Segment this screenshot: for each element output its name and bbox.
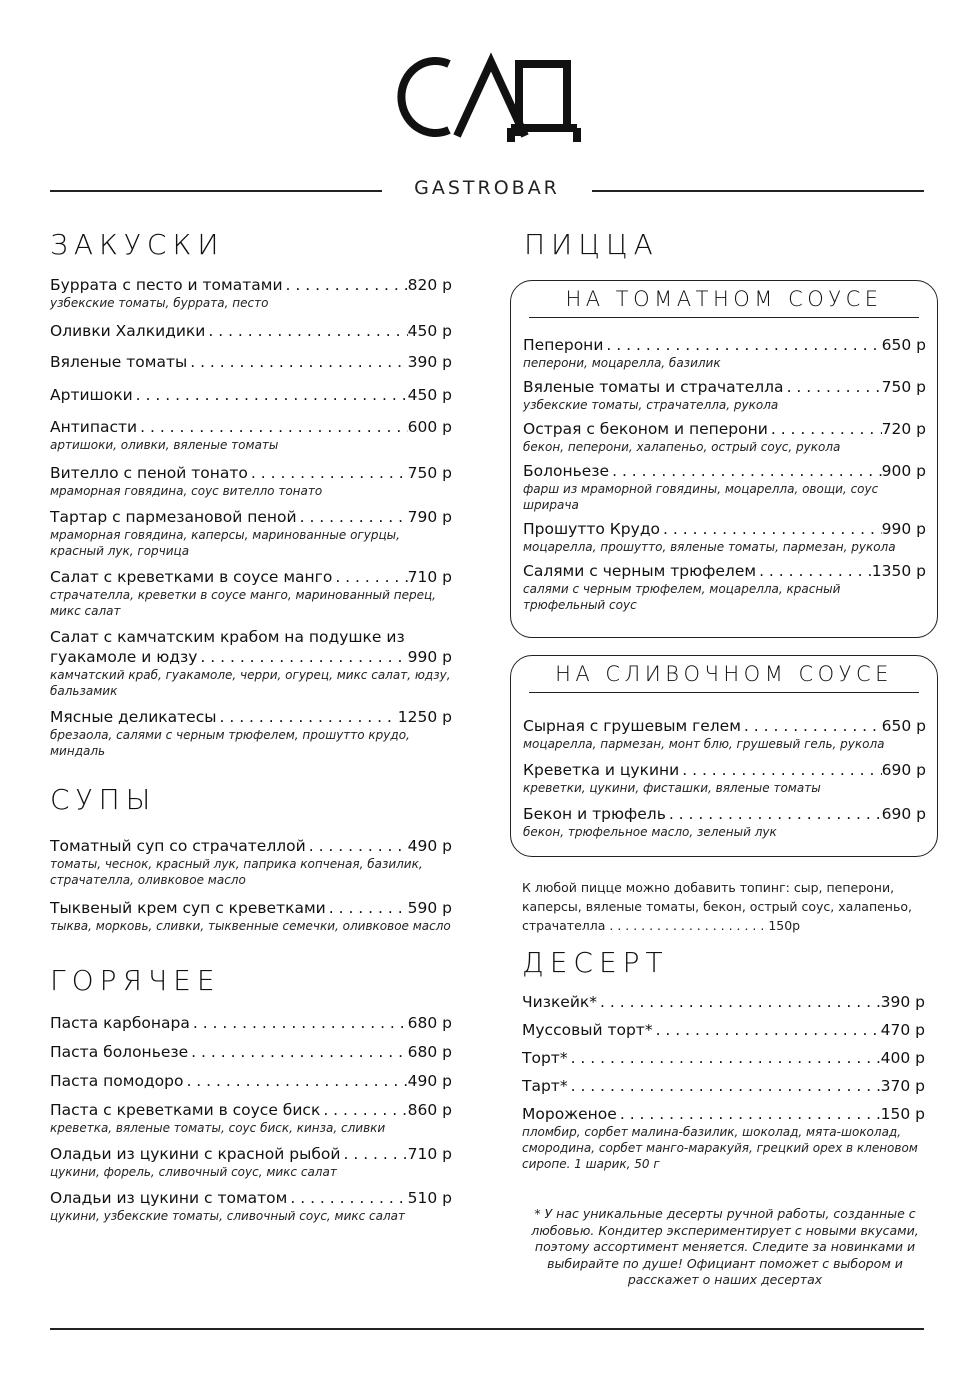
leader-dots <box>326 898 408 918</box>
menu-item <box>50 1071 452 1091</box>
item-line <box>523 760 926 780</box>
item-name: Пеперони <box>523 336 604 354</box>
item-price: 710 р <box>407 1145 452 1163</box>
leader-dots <box>133 385 408 405</box>
menu-item <box>50 836 452 888</box>
menu-item <box>50 707 452 759</box>
item-line <box>523 377 926 397</box>
menu-item <box>50 567 452 619</box>
item-line <box>50 836 452 856</box>
item-line <box>522 1104 925 1124</box>
supy-list <box>50 836 452 934</box>
item-price: 750 р <box>881 378 926 396</box>
item-name: Паста карбонара <box>50 1014 190 1032</box>
item-name: Торт* <box>522 1049 568 1067</box>
leader-dots <box>603 335 881 355</box>
item-name: Мороженое <box>522 1105 617 1123</box>
item-description: артишоки, оливки, вяленые томаты <box>50 438 279 452</box>
leader-dots <box>741 716 882 736</box>
menu-item <box>50 385 452 405</box>
item-price: 650 р <box>881 717 926 735</box>
leader-dots <box>340 1144 407 1164</box>
item-description: мраморная говядина, каперсы, маринованные огурцы, красный лук, горчица <box>50 528 400 558</box>
dessert-footnote: * У нас уникальные десерты ручной работы, созданные с любовью. Кондитер экспериментирует с новыми вкусами, поэтому ассортимент меняется. Следите за новинками и выбирайте по душе! Официант поможет с выбором и расскажет о наших десертах <box>531 1206 919 1287</box>
item-name: Мясные деликатесы <box>50 708 217 726</box>
logo <box>0 52 972 142</box>
menu-item <box>50 898 452 934</box>
menu-item <box>50 352 452 372</box>
item-description: салями с черным трюфелем, моцарелла, красный трюфельный соус <box>523 582 841 612</box>
item-line <box>50 1071 452 1091</box>
item-description: страчателла, креветки в соусе манго, маринованный перец, микс салат <box>50 588 436 618</box>
item-name: Тыквеный крем суп с креветками <box>50 899 326 917</box>
leader-dots <box>660 519 882 539</box>
leader-dots <box>756 561 872 581</box>
item-name: Салат с креветками в соусе манго <box>50 568 333 586</box>
item-name: Оладьи из цукини с красной рыбой <box>50 1145 341 1163</box>
item-line <box>50 1100 452 1120</box>
item-name: Томатный суп со страчателлой <box>50 837 306 855</box>
leader-dots <box>205 321 407 341</box>
menu-item <box>523 716 926 752</box>
item-name: Болоньезе <box>523 462 610 480</box>
menu-item <box>50 507 452 559</box>
menu-item <box>522 1104 925 1172</box>
item-price: 400 р <box>880 1049 925 1067</box>
item-name: Антипасти <box>50 418 138 436</box>
leader-dots <box>332 567 407 587</box>
section-title-pizza: ПИЦЦА <box>524 228 659 261</box>
item-line <box>50 385 452 405</box>
item-price: 1250 р <box>397 708 452 726</box>
item-line <box>50 1042 452 1062</box>
item-name: Салями с черным трюфелем <box>523 562 757 580</box>
item-name: Вяленые томаты <box>50 353 188 371</box>
item-price: 650 р <box>881 336 926 354</box>
leader-dots <box>187 352 407 372</box>
menu-item <box>50 1100 452 1136</box>
logo-mark <box>391 52 581 142</box>
item-price: 900 р <box>881 462 926 480</box>
menu-item <box>50 275 452 311</box>
leader-dots <box>306 836 408 856</box>
leader-dots <box>568 1076 881 1096</box>
item-price: 680 р <box>407 1014 452 1032</box>
leader-dots <box>216 707 397 727</box>
menu-item <box>50 1042 452 1062</box>
item-price: 990 р <box>407 648 452 666</box>
leader-dots <box>183 1071 407 1091</box>
box-title-cream: НА СЛИВОЧНОМ СОУСЕ <box>529 662 919 693</box>
leader-dots <box>653 1020 881 1040</box>
desert-list <box>522 992 925 1172</box>
item-name: Оладьи из цукини с томатом <box>50 1189 288 1207</box>
item-description: креветка, вяленые томаты, соус биск, кинза, сливки <box>50 1121 386 1135</box>
item-price: 490 р <box>407 837 452 855</box>
item-line <box>523 461 926 481</box>
item-price: 710 р <box>407 568 452 586</box>
leader-dots <box>188 1042 407 1062</box>
item-description: тыква, морковь, сливки, тыквенные семечки, оливковое масло <box>50 919 451 933</box>
menu-item <box>50 627 452 699</box>
item-price: 450 р <box>407 322 452 340</box>
item-price: 1350 р <box>871 562 926 580</box>
item-line <box>50 567 452 587</box>
menu-item <box>522 1048 925 1068</box>
item-description: моцарелла, пармезан, монт блю, грушевый гель, рукола <box>523 737 885 751</box>
item-price: 510 р <box>407 1189 452 1207</box>
item-description: бекон, трюфельное масло, зеленый лук <box>523 825 777 839</box>
section-title-supy: СУПЫ <box>50 783 157 816</box>
item-line <box>523 519 926 539</box>
item-price: 150 р <box>880 1105 925 1123</box>
item-line <box>523 335 926 355</box>
leader-dots <box>287 1188 407 1208</box>
item-price: 680 р <box>407 1043 452 1061</box>
item-price: 490 р <box>407 1072 452 1090</box>
item-price: 750 р <box>407 464 452 482</box>
topping-dots: . . . . . . . . . . . . . . . . . . . . <box>605 918 769 933</box>
item-line <box>522 1048 925 1068</box>
item-name: Буррата с песто и томатами <box>50 276 283 294</box>
item-description: томаты, чеснок, красный лук, паприка копченая, базилик, страчателла, оливковое масло <box>50 857 423 887</box>
item-line <box>50 352 452 372</box>
menu-item <box>523 561 926 613</box>
item-price: 390 р <box>880 993 925 1011</box>
item-description: креветки, цукини, фисташки, вяленые томаты <box>523 781 821 795</box>
item-description: узбекские томаты, страчателла, рукола <box>523 398 779 412</box>
item-line <box>523 561 926 581</box>
item-description: пломбир, сорбет малина-базилик, шоколад, мята-шоколад, смородина, сорбет манго-маракуйя, грецкий орех в кленовом сиропе. 1 шарик, 50 г <box>522 1125 918 1171</box>
leader-dots <box>190 1013 408 1033</box>
item-price: 600 р <box>407 418 452 436</box>
section-title-goryachee: ГОРЯЧЕЕ <box>50 964 221 997</box>
item-name: Артишоки <box>50 386 133 404</box>
item-line <box>50 463 452 483</box>
menu-item <box>522 992 925 1012</box>
item-line <box>523 804 926 824</box>
topping-price: 150р <box>768 918 801 933</box>
leader-dots <box>679 760 881 780</box>
item-line <box>50 707 452 727</box>
item-name: Бекон и трюфель <box>523 805 666 823</box>
menu-item <box>523 335 926 371</box>
item-line <box>50 898 452 918</box>
item-price: 370 р <box>880 1077 925 1095</box>
menu-item <box>50 321 452 341</box>
item-name: Вителло с пеной тонато <box>50 464 248 482</box>
item-price: 690 р <box>881 805 926 823</box>
item-price: 450 р <box>407 386 452 404</box>
section-title-desert: ДЕСЕРТ <box>522 946 669 979</box>
leader-dots <box>617 1104 881 1124</box>
item-line <box>50 1188 452 1208</box>
item-price: 590 р <box>407 899 452 917</box>
leader-dots <box>297 507 408 527</box>
item-line <box>522 992 925 1012</box>
item-price: 790 р <box>407 508 452 526</box>
left-column <box>50 228 452 1224</box>
item-price: 820 р <box>407 276 452 294</box>
item-line <box>522 1020 925 1040</box>
menu-item <box>50 1188 452 1224</box>
item-name: Креветка и цукини <box>523 761 680 779</box>
item-description: цукини, форель, сливочный соус, микс салат <box>50 1165 337 1179</box>
item-name: Паста помодоро <box>50 1072 184 1090</box>
item-line <box>50 647 452 667</box>
subtitle-row <box>50 177 924 205</box>
pizza-tomato-box <box>510 280 938 638</box>
item-line <box>522 1076 925 1096</box>
item-line <box>50 321 452 341</box>
item-name: Паста с креветками в соусе биск <box>50 1101 321 1119</box>
item-line <box>50 1013 452 1033</box>
item-name: Вяленые томаты и страчателла <box>523 378 784 396</box>
item-description: брезаола, салями с черным трюфелем, прошутто крудо, миндаль <box>50 728 410 758</box>
leader-dots <box>248 463 408 483</box>
item-price: 470 р <box>880 1021 925 1039</box>
cream-list <box>523 716 926 840</box>
item-description: камчатский краб, гуакамоле, черри, огурец, микс салат, юдзу, бальзамик <box>50 668 451 698</box>
box-title-tomato: НА ТОМАТНОМ СОУСЕ <box>529 287 919 318</box>
menu-item <box>522 1076 925 1096</box>
item-description: моцарелла, прошутто, вяленые томаты, пармезан, рукола <box>523 540 896 554</box>
item-description: бекон, пеперони, халапеньо, острый соус, рукола <box>523 440 841 454</box>
zakuski-list <box>50 275 452 759</box>
leader-dots <box>320 1100 407 1120</box>
goryachee-list <box>50 1013 452 1224</box>
item-price: 990 р <box>881 520 926 538</box>
subtitle: GASTROBAR <box>414 177 560 199</box>
item-name: Муссовый торт* <box>522 1021 653 1039</box>
menu-item <box>523 760 926 796</box>
item-line <box>523 419 926 439</box>
menu-item <box>50 1144 452 1180</box>
pizza-cream-box <box>510 655 938 857</box>
item-description: цукини, узбекские томаты, сливочный соус, микс салат <box>50 1209 406 1223</box>
item-name: Тарт* <box>522 1077 568 1095</box>
item-line <box>523 716 926 736</box>
item-name: Оливки Халкидики <box>50 322 206 340</box>
leader-dots <box>283 275 408 295</box>
item-description: узбекские томаты, буррата, песто <box>50 296 269 310</box>
menu-item <box>522 1020 925 1040</box>
item-name: гуакамоле и юдзу <box>50 648 198 666</box>
item-price: 860 р <box>407 1101 452 1119</box>
topping-note <box>522 877 934 934</box>
leader-dots <box>197 647 407 667</box>
leader-dots <box>784 377 882 397</box>
item-name: Острая с беконом и пеперони <box>523 420 768 438</box>
item-name: Тартар с пармезановой пеной <box>50 508 297 526</box>
item-name: Сырная с грушевым гелем <box>523 717 741 735</box>
leader-dots <box>768 419 882 439</box>
item-name: Паста болоньезе <box>50 1043 189 1061</box>
menu-item <box>50 1013 452 1033</box>
menu-item <box>523 377 926 413</box>
topping-text: К любой пицце можно добавить топинг: сыр, пеперони, каперсы, вяленые томаты, бекон, острый соус, халапеньо, страчателла <box>522 880 912 933</box>
leader-dots <box>137 417 408 437</box>
item-description: фарш из мраморной говядины, моцарелла, овощи, соус шрирача <box>523 482 879 512</box>
item-price: 390 р <box>407 353 452 371</box>
item-name-line1: Салат с камчатским крабом на подушке из <box>50 628 405 646</box>
menu-item <box>50 417 452 453</box>
leader-dots <box>666 804 882 824</box>
item-name: Прошутто Крудо <box>523 520 661 538</box>
item-price: 720 р <box>881 420 926 438</box>
menu-item <box>523 461 926 513</box>
item-line <box>50 275 452 295</box>
menu-item <box>523 419 926 455</box>
item-name: Чизкейк* <box>522 993 598 1011</box>
menu-item <box>523 519 926 555</box>
item-line <box>50 1144 452 1164</box>
leader-dots <box>609 461 882 481</box>
item-price: 690 р <box>881 761 926 779</box>
item-description: пеперони, моцарелла, базилик <box>523 356 721 370</box>
item-line <box>50 507 452 527</box>
menu-item <box>523 804 926 840</box>
item-description: мраморная говядина, соус вителло тонато <box>50 484 323 498</box>
leader-dots <box>597 992 881 1012</box>
item-line <box>50 417 452 437</box>
section-title-zakuski: ЗАКУСКИ <box>50 228 225 261</box>
bottom-divider <box>50 1328 924 1330</box>
menu-item <box>50 463 452 499</box>
tomato-list <box>523 335 926 613</box>
divider <box>592 190 924 192</box>
leader-dots <box>568 1048 881 1068</box>
